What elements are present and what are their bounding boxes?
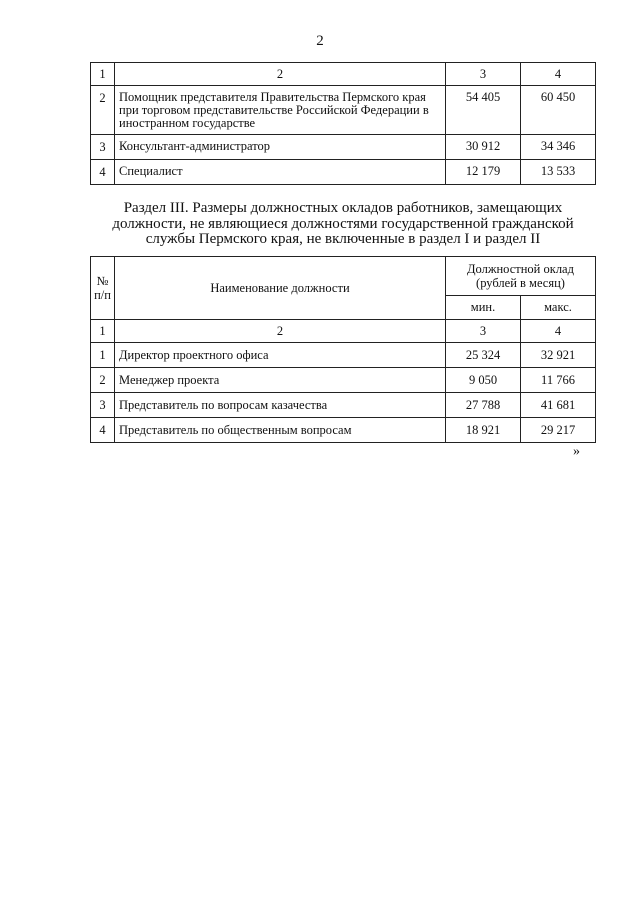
table-header-row <box>91 257 596 296</box>
salary-max: 13 533 <box>521 160 596 185</box>
closing-quote-mark: » <box>573 444 580 459</box>
header-salary: Должностной оклад (рублей в месяц) <box>446 257 596 296</box>
salary-max: 41 681 <box>521 393 596 418</box>
table-row <box>91 393 596 418</box>
salary-min: 18 921 <box>446 418 521 443</box>
index-cell: 2 <box>115 320 446 343</box>
position-name: Специалист <box>115 160 446 185</box>
salary-min: 54 405 <box>446 86 521 135</box>
salary-max: 29 217 <box>521 418 596 443</box>
position-name: Представитель по общественным вопросам <box>115 418 446 443</box>
row-number: 3 <box>91 393 115 418</box>
position-name: Представитель по вопросам казачества <box>115 393 446 418</box>
salary-table-continuation <box>90 62 596 185</box>
table-row <box>91 368 596 393</box>
salary-min: 25 324 <box>446 343 521 368</box>
position-name: Помощник представителя Правительства Пермского края при торговом представительстве Российской Федерации в иностранном государстве <box>115 86 446 135</box>
header-position-name: Наименование должности <box>115 257 446 320</box>
salary-min: 30 912 <box>446 135 521 160</box>
table-row <box>91 160 596 185</box>
index-cell: 4 <box>521 320 596 343</box>
position-name: Консультант-администратор <box>115 135 446 160</box>
index-cell: 3 <box>446 320 521 343</box>
position-name: Директор проектного офиса <box>115 343 446 368</box>
row-number: 3 <box>91 135 115 160</box>
salary-min: 27 788 <box>446 393 521 418</box>
salary-max: 34 346 <box>521 135 596 160</box>
salary-max: 32 921 <box>521 343 596 368</box>
section-heading: Раздел III. Размеры должностных окладов работников, замещающих должности, не являющиеся должностями государственной гражданской службы Пермского края, не включенные в раздел I и раздел II <box>112 200 574 247</box>
position-name: Менеджер проекта <box>115 368 446 393</box>
index-cell: 2 <box>115 63 446 86</box>
salary-min: 12 179 <box>446 160 521 185</box>
row-number: 4 <box>91 160 115 185</box>
header-number: № п/п <box>91 257 115 320</box>
table-row <box>91 343 596 368</box>
table-row <box>91 135 596 160</box>
salary-max: 11 766 <box>521 368 596 393</box>
table-row <box>91 86 596 135</box>
page-number: 2 <box>316 33 324 49</box>
row-number: 2 <box>91 368 115 393</box>
salary-max: 60 450 <box>521 86 596 135</box>
row-number: 4 <box>91 418 115 443</box>
index-cell: 4 <box>521 63 596 86</box>
salary-min: 9 050 <box>446 368 521 393</box>
index-cell: 3 <box>446 63 521 86</box>
index-cell: 1 <box>91 320 115 343</box>
salary-table-section-3 <box>90 256 596 443</box>
table-index-row <box>91 63 596 86</box>
header-min: мин. <box>446 295 521 319</box>
row-number: 2 <box>91 86 115 135</box>
header-max: макс. <box>521 295 596 319</box>
table-index-row <box>91 320 596 343</box>
table-row <box>91 418 596 443</box>
row-number: 1 <box>91 343 115 368</box>
index-cell: 1 <box>91 63 115 86</box>
